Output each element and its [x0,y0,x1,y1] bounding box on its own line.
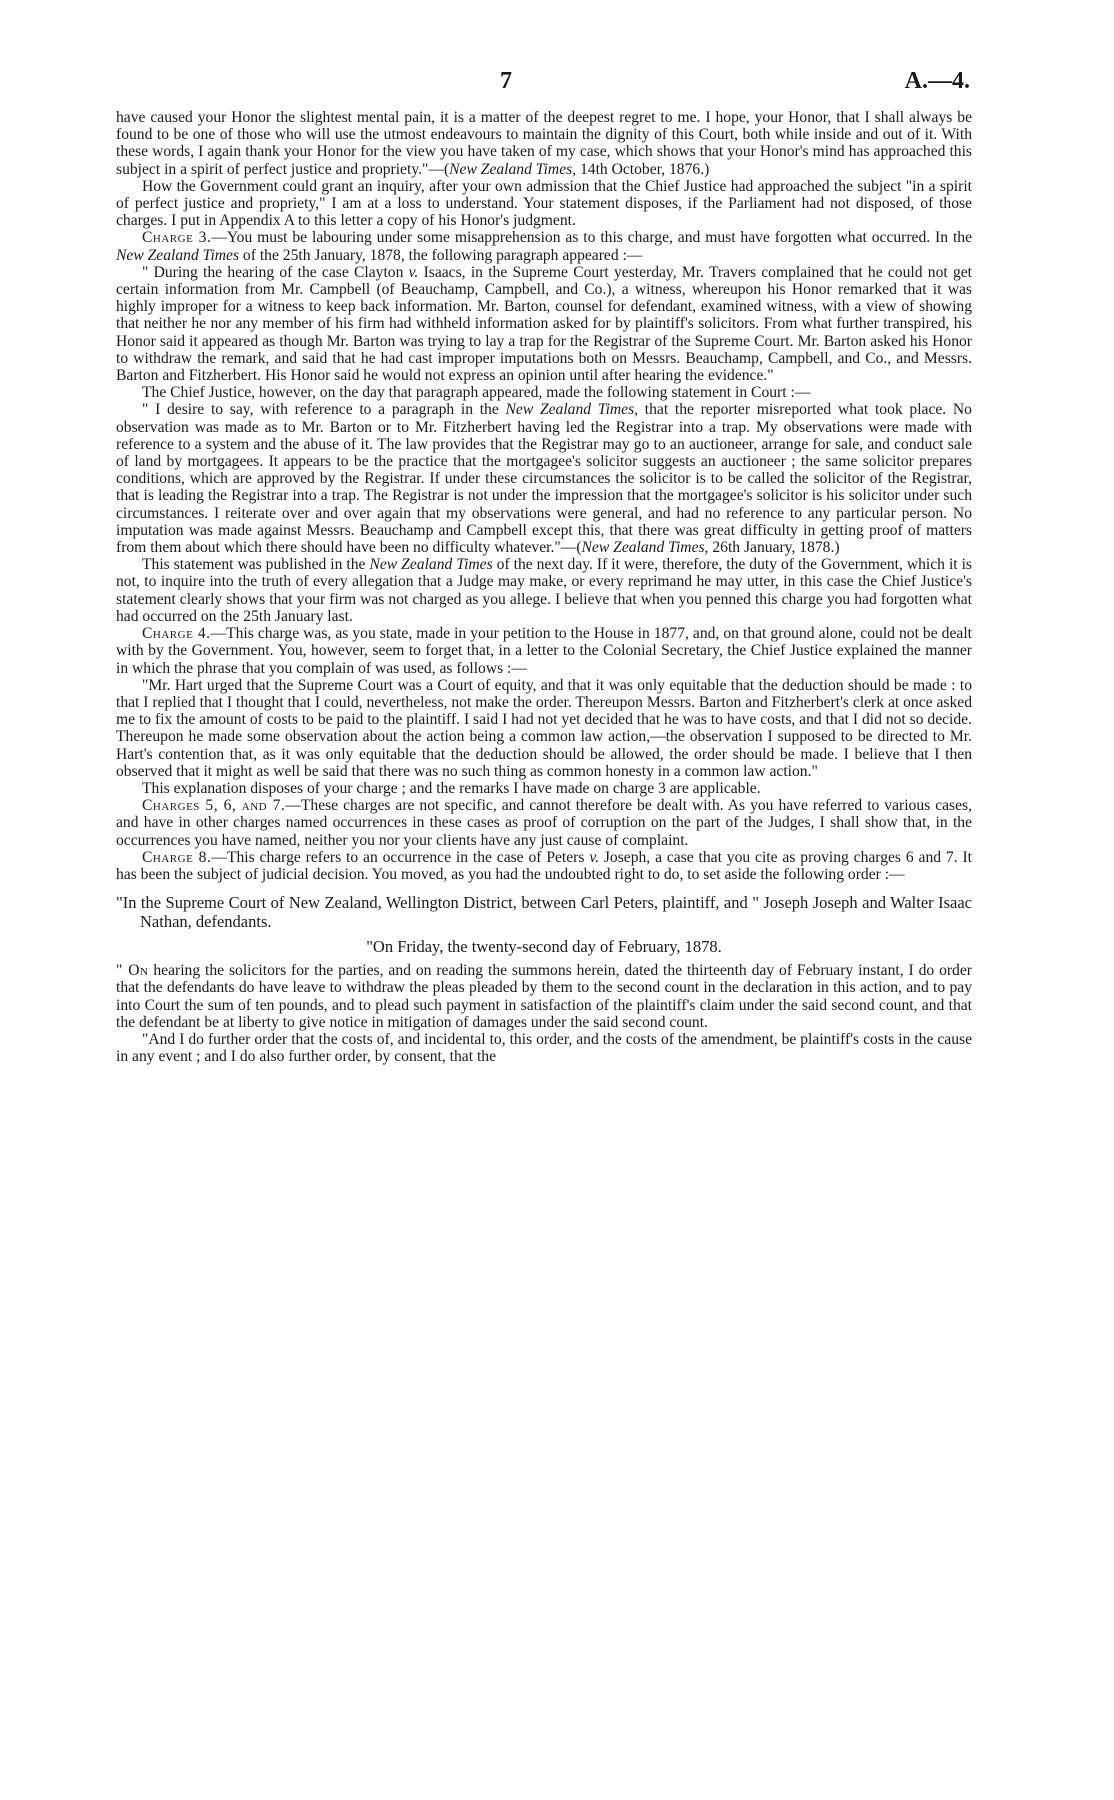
page-header [0,68,1114,98]
page-number: 7 [500,68,512,94]
document-reference: A.—4. [904,68,970,94]
charge-8-paragraph: Charge 8.—This charge refers to an occurrence in the case of Peters v. Joseph, a case that you cite as proving charges 6 and 7. It has been the subject of judicial decision. You moved, as you had the undoubted right to do, to set aside the following order :— [116,848,972,883]
paragraph: This statement was published in the New Zealand Times of the next day. If it were, therefore, the duty of the Government, which it is not, to inquire into the truth of every allegation that a Judge may make, or every reprimand he may utter, in this case the Chief Justice's statement clearly shows that your firm was not charged as you allege. I believe that when you penned this charge you had forgotten what had occurred on the 25th January last. [116,556,972,625]
citation: New Zealand Times, [449,160,577,178]
paragraph: This explanation disposes of your charge ; and the remarks I have made on charge 3 are applicable. [142,779,761,797]
citation: New Zealand Times, [505,401,639,419]
paragraph-continuation: have caused your Honor the slightest mental pain, it is a matter of the deepest regret to me. I hope, your Honor, that I shall always be found to be one of those who will use the utmost endeavours to maintain the dignity of this Court, both while inside and out of it. With these words, I again thank your Honor for the view you have taken of my case, which shows that your Honor's mind has approached this subject in a spirit of perfect justice and propriety."—(New Zealand Times, 14th October, 1876.) [116,109,972,178]
court-order-final: "And I do further order that the costs of, and incidental to, this order, and the costs of the amendment, be plaintiff's costs in the cause in any event ; and I do also further order, by consent, that the [116,1030,972,1066]
charge-3-paragraph: Charge 3.—You must be labouring under some misapprehension as to this charge, and must have forgotten what occurred. In the New Zealand Times of the 25th January, 1878, the following paragraph appeared :— [116,229,972,264]
paragraph: The Chief Justice, however, on the day that paragraph appeared, made the following statement in Court :— [142,384,811,402]
charge-label: Charge 8. [142,848,212,866]
quotation: "Mr. Hart urged that the Supreme Court was a Court of equity, and that it was only equitable that the deduction should be made : to that I replied that I thought that I could, nevertheless, not make the order. Thereupon Messrs. Barton and Fitzherbert's clerk at once asked me to fix the amount of costs to be paid to the plaintiff. I said I had not yet decided that he was to have costs, and that I did not so decide. Thereupon he made some observation about the action being a common law action,—the observation I supposed to be directed to Mr. Hart's contention that, as it was only equitable that the deduction should be allowed, the order should be made. I believe that I then observed that it might as well be said that there was no such thing as common honesty in a common law action." [116,676,972,780]
quotation: " During the hearing of the case Clayton v. Isaacs, in the Supreme Court yesterday, Mr. Travers complained that he could not get certain information from Mr. Campbell (of Beauchamp, Campbell, and Co.), a witness, whereupon his Honor remarked that it was highly improper for a witness to keep back information. Mr. Barton, counsel for defendant, examined witness, with a view of showing that neither he nor any member of his firm had withheld information asked for by plaintiff's solicitors. From what further transpired, his Honor said it appeared as though Mr. Barton was trying to lay a trap for the Registrar of the Supreme Court. Mr. Barton asked his Honor to withdraw the remark, and said that he had cast improper imputations both on Messrs. Beauchamp, Campbell, and Co., and Messrs. Barton and Fitzherbert. His Honor said he would not express an opinion until after hearing the evidence." [116,263,973,385]
charge-label: Charge 4. [142,625,211,643]
court-order-title: "In the Supreme Court of New Zealand, Wellington District, between Carl Peters, plaintiff, and " Joseph Joseph and Walter Isaac Nathan, defendants. [116,893,972,932]
charge-label: Charge 3. [142,229,212,247]
charge-label: Charges 5, 6, and 7. [142,797,286,815]
paragraph: How the Government could grant an inquiry, after your own admission that the Chief Justice had approached the subject "in a spirit of perfect justice and propriety," I am at a loss to understand. Your statement disposes, if the Parliament had not disposed, of those charges. I put in Appendix A to this letter a copy of his Honor's judgment. [116,177,972,230]
court-order-body: " On hearing the solicitors for the parties, and on reading the summons herein, dated the thirteenth day of February instant, I do order that the defendants do have leave to withdraw the pleas pleaded by them to the second count in the declaration in this action, and to pay into Court the sum of ten pounds, and to plead such payment in satisfaction of the plaintiff's claim under the said second count, and that the defendant be at liberty to give notice in mitigation of damages under the said second count. [116,962,972,1031]
charge-4-paragraph: Charge 4.—This charge was, as you state, made in your petition to the House in 1877, and, on that ground alone, could not be dealt with by the Government. You, however, seem to forget that, in a letter to the Colonial Secretary, the Chief Justice explained the manner in which the phrase that you complain of was used, as follows :— [116,625,972,677]
citation: New Zealand Times [369,556,493,574]
quotation: " I desire to say, with reference to a paragraph in the New Zealand Times, that the reporter misreported what took place. No observation was made as to Mr. Barton or to Mr. Fitzherbert having led the Registrar into a trap. My observations were made with reference to a system and the abuse of it. The law provides that the Registrar may go to an auctioneer, arrange for sale, and conduct sale of land by mortgagees. It appears to be the practice that the mortgagee's solicitor suggests an auctioneer ; the same solicitor prepares conditions, which are approved by the Registrar. If under these circumstances the solicitor is to be called the solicitor of the Registrar, that is leading the Registrar into a trap. The Registrar is not under the impression that the mortgagee's solicitor is his solicitor under such circumstances. I reiterate over and over again that my observations were general, and had no reference to any particular person. No imputation was made against Messrs. Beauchamp and Campbell except this, that there was great difficulty in getting proof of matters from them about which there should have been no difficulty whatever."—(New Zealand Times, 26th January, 1878.) [116,401,972,557]
court-order-date: "On Friday, the twenty-second day of February, 1878. [366,937,722,957]
citation: New Zealand Times [116,246,240,264]
document-body [116,109,972,1065]
charges-5-6-7-paragraph: Charges 5, 6, and 7.—These charges are not specific, and cannot therefore be dealt with. As you have referred to various cases, and have in other charges named occurrences in these cases as proof of corruption on the part of the Judges, I shall show that, in the occurrences you have named, neither you nor your clients have any just cause of complaint. [116,797,973,849]
citation: New Zealand Times, [581,539,709,557]
